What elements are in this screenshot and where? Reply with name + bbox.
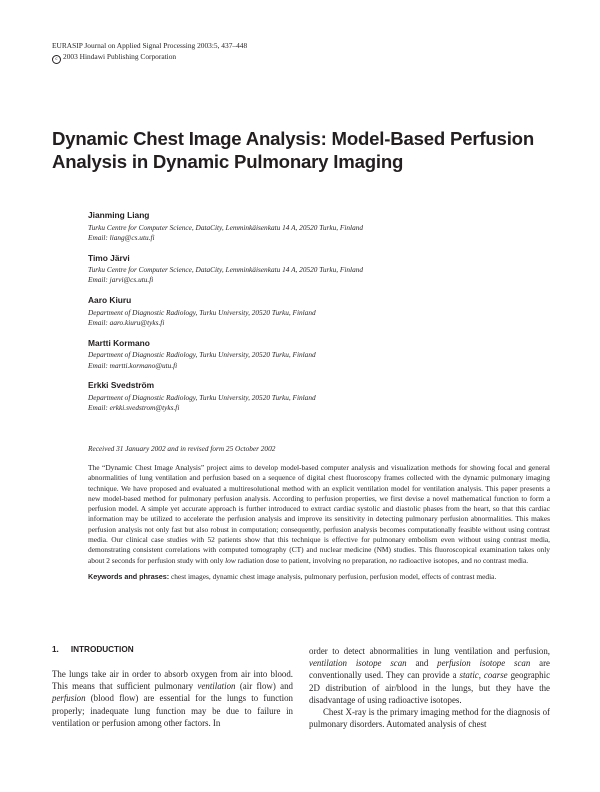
author-block: [88, 294, 548, 328]
journal-header: [52, 41, 247, 64]
abstract-emphasis: no: [389, 555, 397, 565]
section-heading: [52, 645, 134, 654]
body-emphasis: ventilation isotope scan: [309, 658, 407, 669]
section-number: 1.: [52, 645, 59, 654]
abstract-text: The “Dynamic Chest Image Analysis” project aims to develop model-based computer analysis and visualization methods for showing focal and general abnormalities of lung ventilation and perfusion based on a sequence of digital chest fluoroscopy frames collected with the dynamic pulmonary imaging technique. We have proposed and evaluated a multiresolutional method with an explicit ventilation model for ventilation analysis. This paper presents a new model-based method for pulmonary perfusion analysis. According to perfusion properties, we first devise a novel mathematical function to form a perfusion model. A simple yet accurate approach is further introduced to extract cardiac systolic and diastolic phases from the heart, so that this cardiac information may be utilized to accelerate the perfusion analysis and improve its sensitivity in detecting pulmonary perfusion abnormalities. This makes perfusion analysis not only fast but also robust in computation; consequently, perfusion analysis becomes computationally feasible without using contrast media. Our clinical case studies with 52 patients show that this technique is effective for pulmonary embolism even without using contrast media, demonstrating consistent correlations with computed tomography (CT) and nuclear medicine (NM) studies. This fluoroscopical examination takes only about 2 seconds for perfusion study with only: [88, 463, 550, 565]
paragraph: Chest X-ray is the primary imaging method for the diagnosis of pulmonary disorders. Automated analysis of chest: [309, 707, 550, 730]
author-email[interactable]: Email: erkki.svedstrom@tyks.fi: [88, 403, 180, 413]
author-affiliation: Department of Diagnostic Radiology, Turku University, 20520 Turku, Finland: [88, 350, 316, 360]
abstract: [88, 463, 550, 566]
body-emphasis: static, coarse: [459, 670, 508, 681]
body-text: are conventionally used. They can provide a: [309, 658, 550, 681]
copyright-icon: c: [52, 55, 61, 64]
paragraph: [309, 645, 550, 706]
abstract-text: radiation dose to patient, involving: [235, 555, 343, 565]
author-name: Timo Järvi: [88, 252, 130, 263]
journal-citation: EURASIP Journal on Applied Signal Processing 2003:5, 437–448: [52, 41, 248, 50]
body-column-left: [52, 668, 293, 729]
author-block: [88, 337, 548, 371]
section-title: INTRODUCTION: [70, 645, 134, 654]
author-list: [88, 209, 548, 422]
author-email[interactable]: Email: martti.kormano@utu.fi: [88, 360, 178, 370]
keywords: [88, 572, 550, 582]
body-text: (blood flow) are essential for the lungs to function properly; inadequate lung function may be due to failure in ventilation or perfusion among other factors. In: [52, 693, 293, 728]
paper-title: Dynamic Chest Image Analysis: Model-Based Perfusion Analysis in Dynamic Pulmonary Imaging: [52, 128, 534, 172]
author-name: Martti Kormano: [88, 337, 150, 348]
author-block: [88, 252, 548, 286]
author-name: Erkki Svedström: [88, 380, 155, 391]
body-text: The lungs take air in order to absorb oxygen from air into blood. This means that sufficient pulmonary: [52, 669, 293, 692]
author-name: Aaro Kiuru: [88, 295, 132, 306]
author-name: Jianming Liang: [88, 210, 150, 220]
author-affiliation: Turku Centre for Computer Science, DataCity, Lemminkäisenkatu 14 A, 20520 Turku, Finland: [88, 222, 364, 232]
author-affiliation: Department of Diagnostic Radiology, Turku University, 20520 Turku, Finland: [88, 307, 316, 317]
author-email[interactable]: Email: jarvi@cs.utu.fi: [88, 275, 154, 285]
body-text: and: [406, 658, 438, 669]
copyright-line: [52, 52, 247, 64]
author-block: [88, 209, 548, 243]
body-emphasis: ventilation: [197, 681, 236, 692]
body-text: (air flow) and: [235, 681, 293, 692]
keywords-label: Keywords and phrases:: [88, 572, 170, 581]
abstract-text: contrast media.: [481, 555, 529, 565]
author-affiliation: Department of Diagnostic Radiology, Turku University, 20520 Turku, Finland: [88, 392, 316, 402]
author-block: [88, 379, 548, 413]
abstract-emphasis: no: [342, 555, 351, 565]
abstract-emphasis: low: [225, 555, 236, 565]
author-email[interactable]: Email: aaro.kiuru@tyks.fi: [88, 317, 165, 327]
author-affiliation: Turku Centre for Computer Science, DataCity, Lemminkäisenkatu 14 A, 20520 Turku, Finland: [88, 265, 364, 275]
copyright-text: 2003 Hindawi Publishing Corporation: [63, 51, 177, 61]
keywords-text: chest images, dynamic chest image analysis, pulmonary perfusion, perfusion model, effects of contrast media.: [169, 572, 497, 581]
paragraph: [52, 668, 293, 729]
body-column-right: [309, 645, 550, 730]
body-emphasis: perfusion isotope scan: [437, 658, 531, 669]
abstract-text: radioactive isotopes, and: [396, 555, 474, 565]
body-text: geographic 2D distribution of air/blood in the lungs, but they have the disadvantage of using radioactive isotopes.: [309, 670, 551, 705]
received-date: Received 31 January 2002 and in revised form 25 October 2002: [88, 444, 276, 453]
body-emphasis: perfusion: [52, 693, 86, 704]
abstract-text: preparation,: [350, 555, 390, 565]
body-text: order to detect abnormalities in lung ventilation and perfusion,: [309, 646, 550, 656]
author-email[interactable]: Email: liang@cs.utu.fi: [88, 232, 155, 242]
abstract-emphasis: no: [473, 555, 482, 565]
